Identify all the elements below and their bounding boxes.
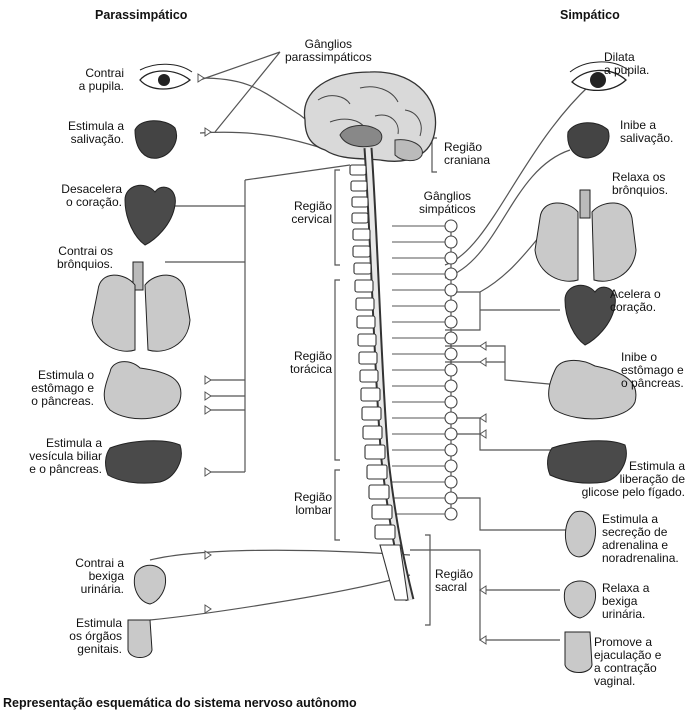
ganglion-circle	[445, 412, 457, 424]
bladder-icon-right	[564, 581, 595, 618]
para-pupil-label: Contrai a pupila.	[78, 66, 124, 93]
liver-icon-left	[106, 441, 182, 483]
para-ganglion-node	[205, 128, 211, 136]
brain-illustration	[304, 72, 435, 161]
parasympathetic-header: Parassimpático	[95, 8, 188, 22]
ganglia-pointer-para	[200, 52, 280, 132]
lumbar-region-label: Região lombar	[293, 490, 332, 517]
lungs-icon-right	[535, 190, 636, 281]
lungs-icon-left	[92, 262, 190, 351]
bladder-icon-left	[134, 565, 165, 604]
sym-bronchi-label: Relaxa os brônquios.	[612, 170, 669, 197]
genital-icon-right	[565, 632, 592, 673]
bracket-thoracic	[335, 280, 340, 460]
bracket-sacral	[425, 535, 430, 625]
ganglion-circle	[445, 300, 457, 312]
nerve-path-stomach-para	[205, 380, 245, 410]
nerve-path-stomach-sym	[445, 346, 560, 385]
ganglion-circle	[445, 268, 457, 280]
salivary-gland-icon-right	[568, 123, 609, 158]
sym-salivation-label: Inibe a salivação.	[620, 118, 674, 145]
sym-ganglion-node	[480, 342, 486, 350]
ganglion-circle	[445, 396, 457, 408]
ganglion-circle	[445, 460, 457, 472]
ganglion-circle	[445, 492, 457, 504]
sym-pupil-label: Dilata a pupila.	[604, 50, 650, 77]
para-bronchi-label: Contrai os brônquios.	[56, 244, 113, 271]
heart-icon-right	[565, 285, 615, 345]
parasympathetic-ganglia-label: Gânglios parassimpáticos	[285, 37, 372, 64]
eye-icon-left	[140, 64, 192, 89]
para-genitals-label: Estimula os órgãos genitais.	[69, 616, 122, 656]
sympathetic-ganglia-label: Gânglios simpáticos	[419, 189, 476, 216]
bracket-lumbar	[335, 470, 340, 540]
ganglion-circle	[445, 428, 457, 440]
ganglion-circle	[445, 332, 457, 344]
sym-ganglion-node	[480, 636, 486, 644]
ganglion-circle	[445, 508, 457, 520]
salivary-gland-icon-left	[135, 121, 176, 159]
nerve-path-vagus-branch	[245, 165, 350, 180]
thoracic-region-label: Região torácica	[289, 349, 332, 376]
ganglion-circle	[445, 252, 457, 264]
nerve-path-adrenal-sym	[445, 498, 570, 530]
para-ganglion-node	[205, 392, 211, 400]
nerve-path-bladder-para	[150, 550, 410, 560]
adrenal-gland-icon	[565, 511, 595, 557]
sacral-region-label: Região sacral	[435, 567, 474, 594]
ganglion-circle	[445, 476, 457, 488]
para-heart-label: Desacelera o coração.	[61, 182, 122, 209]
sympathetic-ganglion-chain	[445, 220, 457, 520]
nerve-path-genital-sym	[480, 590, 560, 640]
bracket-cervical	[335, 170, 340, 265]
para-bladder-label: Contrai a bexiga urinária.	[75, 556, 124, 596]
para-ganglion-node	[205, 376, 211, 384]
ganglion-circle	[445, 220, 457, 232]
ganglion-circle	[445, 444, 457, 456]
sym-liver-label: Estimula a liberação de glicose pelo fígado.	[581, 459, 685, 499]
para-ganglion-node	[205, 406, 211, 414]
heart-icon-left	[125, 185, 175, 245]
ganglion-circle	[445, 380, 457, 392]
nerve-path-bladder-sym	[410, 550, 560, 590]
sym-stomach-label: Inibe o estômago e o pâncreas.	[621, 350, 684, 390]
ganglion-circle	[445, 284, 457, 296]
ganglion-circle	[445, 236, 457, 248]
sym-ganglion-node	[480, 430, 486, 438]
cranial-region-label: Região craniana	[444, 140, 491, 167]
sym-ganglion-node	[480, 586, 486, 594]
sym-ganglion-node	[480, 414, 486, 422]
para-gallbladder-label: Estimula a vesícula biliar e o pâncreas.	[29, 436, 102, 476]
sym-ganglion-node	[480, 358, 486, 366]
ganglion-circle	[445, 316, 457, 328]
figure-caption: Representação esquemática do sistema nervoso autônomo	[3, 696, 357, 710]
cervical-region-label: Região cervical	[291, 199, 332, 226]
para-salivation-label: Estimula a salivação.	[67, 119, 124, 146]
para-ganglion-node	[205, 468, 211, 476]
nerve-path-genital-para	[150, 575, 410, 620]
bracket-cranial	[432, 138, 437, 172]
sym-adrenal-label: Estimula a secreção de adrenalina e noradrenalina.	[602, 512, 679, 565]
genital-icon-left	[128, 620, 152, 658]
ganglion-circle	[445, 364, 457, 376]
para-ganglion-node	[198, 74, 204, 82]
stomach-icon-left	[104, 362, 181, 419]
sym-heart-label: Acelera o coração.	[610, 287, 661, 314]
ganglion-circle	[445, 348, 457, 360]
para-ganglion-node	[205, 605, 211, 613]
sym-bladder-label: Relaxa a bexiga urinária.	[602, 581, 650, 621]
para-stomach-label: Estimula o estômago e o pâncreas.	[31, 368, 94, 408]
sympathetic-header: Simpático	[560, 8, 620, 22]
sym-ejaculation-label: Promove a ejaculação e a contração vaginal.	[594, 635, 662, 688]
